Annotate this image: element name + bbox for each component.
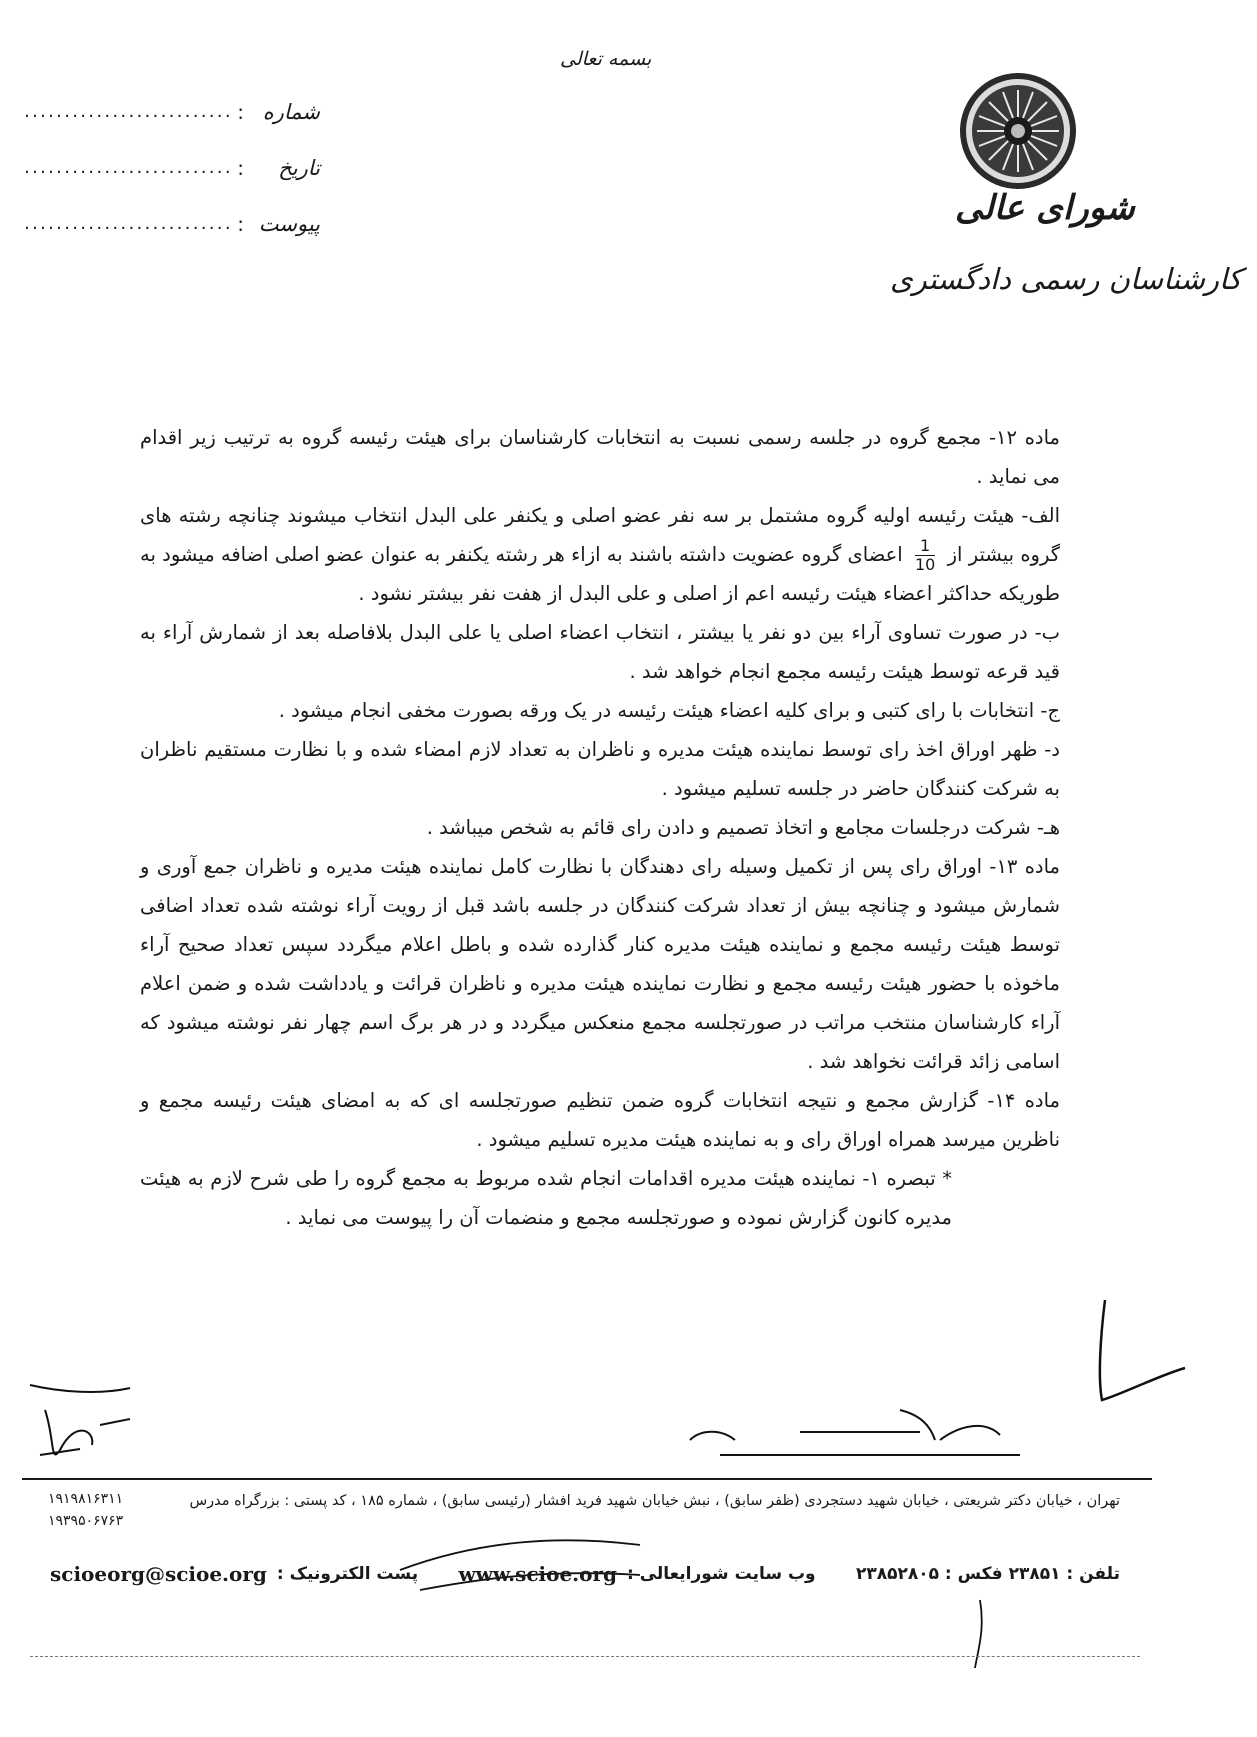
attachment-label: پیوست [258,212,320,236]
signature-right [1100,1300,1185,1400]
signature-bottom [400,1540,982,1668]
letter-meta [22,84,320,252]
note-1: * تبصره ۱- نماینده هیئت مدیره اقدامات انجام شده مربوط به مجمع گروه را طی شرح لازم به هیئت مدیره کانون گزارش نموده و صورتجلسه مجمع و منضمات آن را پیوست می نماید . [140,1167,952,1229]
date-label: تاریخ [278,156,320,180]
council-emblem-icon [955,68,1081,198]
website-label: وب سایت شورایعالی : [627,1564,816,1584]
fraction-denominator: 10 [914,555,936,574]
regulation-text [140,418,1060,1237]
email-label: پست الکترونیک : [276,1564,419,1584]
email-link[interactable]: scioeorg@scioe.org [50,1562,267,1586]
number-label: شماره [262,100,320,124]
attachment-row: پیوست : .......................... [22,212,320,236]
council-subtitle: کارشناسان رسمی دادگستری [890,262,1242,296]
invocation: بسمه تعالی [560,48,652,70]
article-13: ماده ۱۳- اوراق رای پس از تکمیل وسیله رای دهندگان با نظارت کامل نماینده هیئت مدیره و ناظران جمع آوری و شمارش میشود و چنانچه بیش از تعداد شرکت کنندگان در جلسه باشد قبل از رویت آراء نوشته شده تعداد اضافی توسط هیئت رئیسه مجمع و نماینده هیئت مدیره کنار گذارده شده و باطل اعلام میگردد سپس تعداد صحیح آراء ماخوذه با حضور هیئت رئیسه مجمع و نظارت نماینده هیئت مدیره و ناظران قرائت و یادداشت شده و ضمن اعلام آراء کارشناسان منتخب مراتب در صورتجلسه مجمع منعکس میگردد و در هر برگ اسم چهار نفر نوشته میشود که اسامی زائد قرائت نخواهد شد . [140,855,1060,1073]
date-row: تاریخ : .......................... [22,156,320,180]
number-field: .......................... [22,103,232,121]
website-block [458,1562,815,1586]
clause-jim: ج- انتخابات با رای کتبی و برای کلیه اعضاء هیئت رئیسه در یک ورقه بصورت مخفی انجام میشود . [278,699,1060,722]
website-link[interactable]: www.scioe.org [458,1562,617,1586]
attachment-field: .......................... [22,215,232,233]
footer-contact [50,1562,1120,1586]
clause-alef-part2: اعضای گروه عضویت داشته باشند به ازاء هر رشته یکنفر به عنوان عضو اصلی اضافه میشود به طوریکه حداکثر اعضاء هیئت رئیسه اعم از اصلی و علی البدل از هفت نفر بیشتر نشود . [140,543,1060,605]
clause-alef [140,496,1060,613]
clause-be: ب- در صورت تساوی آراء بین دو نفر یا بیشتر ، انتخاب اعضاء اصلی یا علی البدل بلافاصله بعد از شمارش آراء به قید قرعه توسط هیئت رئیسه مجمع انجام خواهد شد . [140,621,1060,683]
phone-fax: تلفن : ۲۳۸۵۱ فکس : ۲۳۸۵۲۸۰۵ [855,1564,1120,1584]
clause-alef-part1: الف- هیئت رئیسه اولیه گروه مشتمل بر سه نفر عضو اصلی و یکنفر علی البدل انتخاب میشوند چنانچه رشته های گروه بیشتر از [140,504,1061,566]
clause-he: هـ- شرکت درجلسات مجامع و اتخاذ تصمیم و دادن رای قائم به شخص میباشد . [426,816,1060,839]
date-field: .......................... [22,159,232,177]
clause-dal: د- ظهر اوراق اخذ رای توسط نماینده هیئت مدیره و ناظران به تعداد لازم امضاء شده و با نظارت مستقیم ناظران به شرکت کنندگان حاضر در جلسه تسلیم میشود . [140,738,1060,800]
postal-code-1: ۱۹۱۹۸۱۶۳۱۱ [48,1491,124,1507]
signature-center [690,1410,1020,1455]
council-name: شورای عالی [955,188,1135,228]
signature-left [30,1385,130,1455]
footer-address: تهران ، خیابان دکتر شریعتی ، خیابان شهید دستجردی (ظفر سابق) ، نبش خیابان شهید فرید افشار (رئیسی سابق) ، شماره ۱۸۵ ، کد پستی : بزرگراه مدرس [189,1493,1120,1509]
number-row: شماره : .......................... [22,100,320,124]
article-14: ماده ۱۴- گزارش مجمع و نتیجه انتخابات گروه ضمن تنظیم صورتجلسه ای که به امضای هیئت رئیسه مجمع و ناظرین میرسد همراه اوراق رای و به نماینده هیئت مدیره تسلیم میشود . [140,1089,1060,1151]
fraction-numerator: 1 [915,537,935,556]
bottom-edge-line [30,1656,1140,1657]
footer-divider [22,1478,1152,1480]
article-12: ماده ۱۲- مجمع گروه در جلسه رسمی نسبت به انتخابات کارشناسان برای هیئت رئیسه گروه به ترتیب زیر اقدام می نماید . [140,426,1060,488]
postal-code-2: ۱۹۳۹۵۰۶۷۶۳ [48,1513,124,1529]
footer-codes [48,1488,123,1532]
fraction [915,537,935,574]
email-block [50,1562,418,1586]
